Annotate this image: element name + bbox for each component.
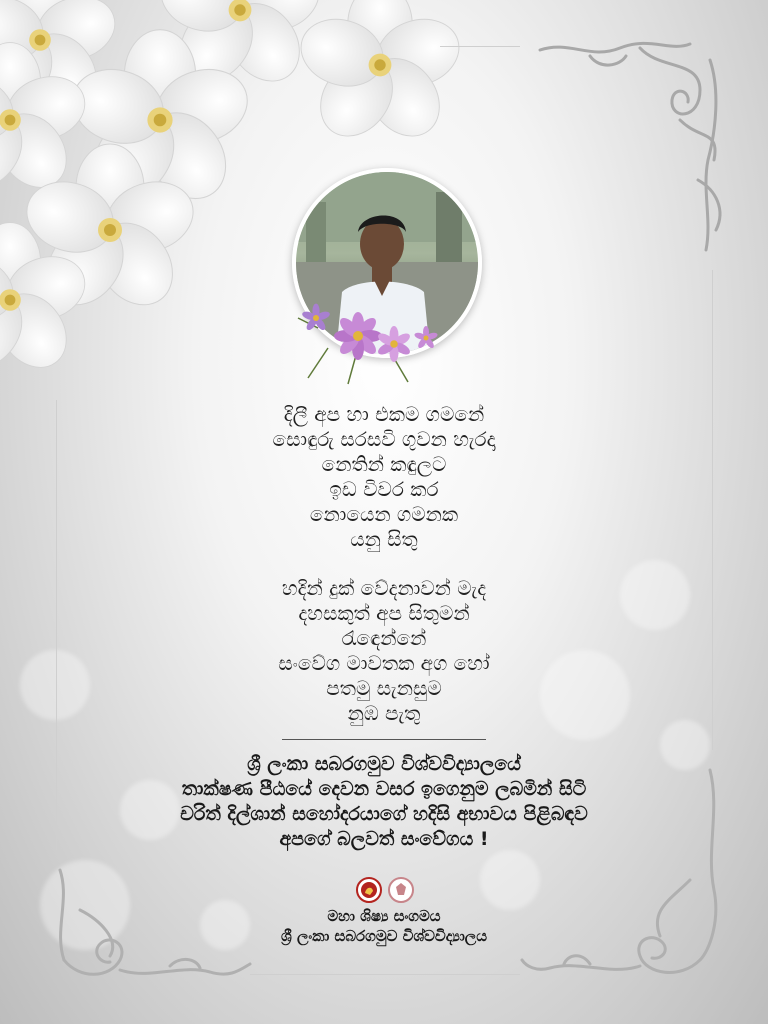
poem-line: හදින් දුක් වේදනාවන් මැද <box>281 576 487 600</box>
poem-line: නෙතින් කඳුලට <box>321 452 447 476</box>
poem-line: පතමු සැනසුම <box>326 676 442 700</box>
poem-line: යනු සිතු <box>350 527 418 551</box>
statement-line: චරිත් දිල්ශාන් සහෝදරයාගේ හදිසි අභාවය පිළිබඳව <box>180 803 588 825</box>
poem-stanza-1 <box>0 402 768 552</box>
section-divider <box>282 739 486 740</box>
poem-line: නොයෙන ගමනක <box>309 502 459 526</box>
poem-stanza-2 <box>0 576 768 726</box>
poem-line: ඉඩ විවර කර <box>329 477 439 501</box>
poem-line: සංවේග මාවතක අග හෝ <box>278 651 490 675</box>
poem-line: නුඹ පැතු <box>347 701 421 725</box>
top-right-ornament <box>530 30 730 270</box>
statement-line: අපගේ බලවත් සංවේගය ! <box>279 828 489 850</box>
pink-flowers-decoration <box>288 288 448 388</box>
student-union-logo-icon <box>356 877 382 903</box>
university-crest-icon <box>388 877 414 903</box>
university-name: ශ්‍රී ලංකා සබරගමුව විශ්වවිද්‍යාලය <box>281 927 487 945</box>
statement-line: ශ්‍රී ලංකා සබරගමුව විශ්වවිද්‍යාලයේ <box>247 753 521 775</box>
statement-line: තාක්ෂණ පීඨයේ දෙවන වසර ඉගෙනුම ලබමින් සිටි <box>181 778 587 800</box>
frame-top-line <box>440 46 520 47</box>
poem-line: රැඳෙන්නේ <box>341 626 427 650</box>
poem-line: දහසකුත් අප සිතුමන් <box>298 601 470 625</box>
frame-bottom-line <box>250 974 520 975</box>
organization-name: මහා ශිෂ්‍ය සංගමය <box>327 907 441 925</box>
organization-signature <box>0 906 768 946</box>
poem-line: සොඳුරු සරසවි ගුවන හැරදා <box>272 427 496 451</box>
logo-group <box>356 877 416 905</box>
poem-line: දිලී අප හා එකම ගමනේ <box>283 402 485 426</box>
condolence-statement <box>0 752 768 852</box>
